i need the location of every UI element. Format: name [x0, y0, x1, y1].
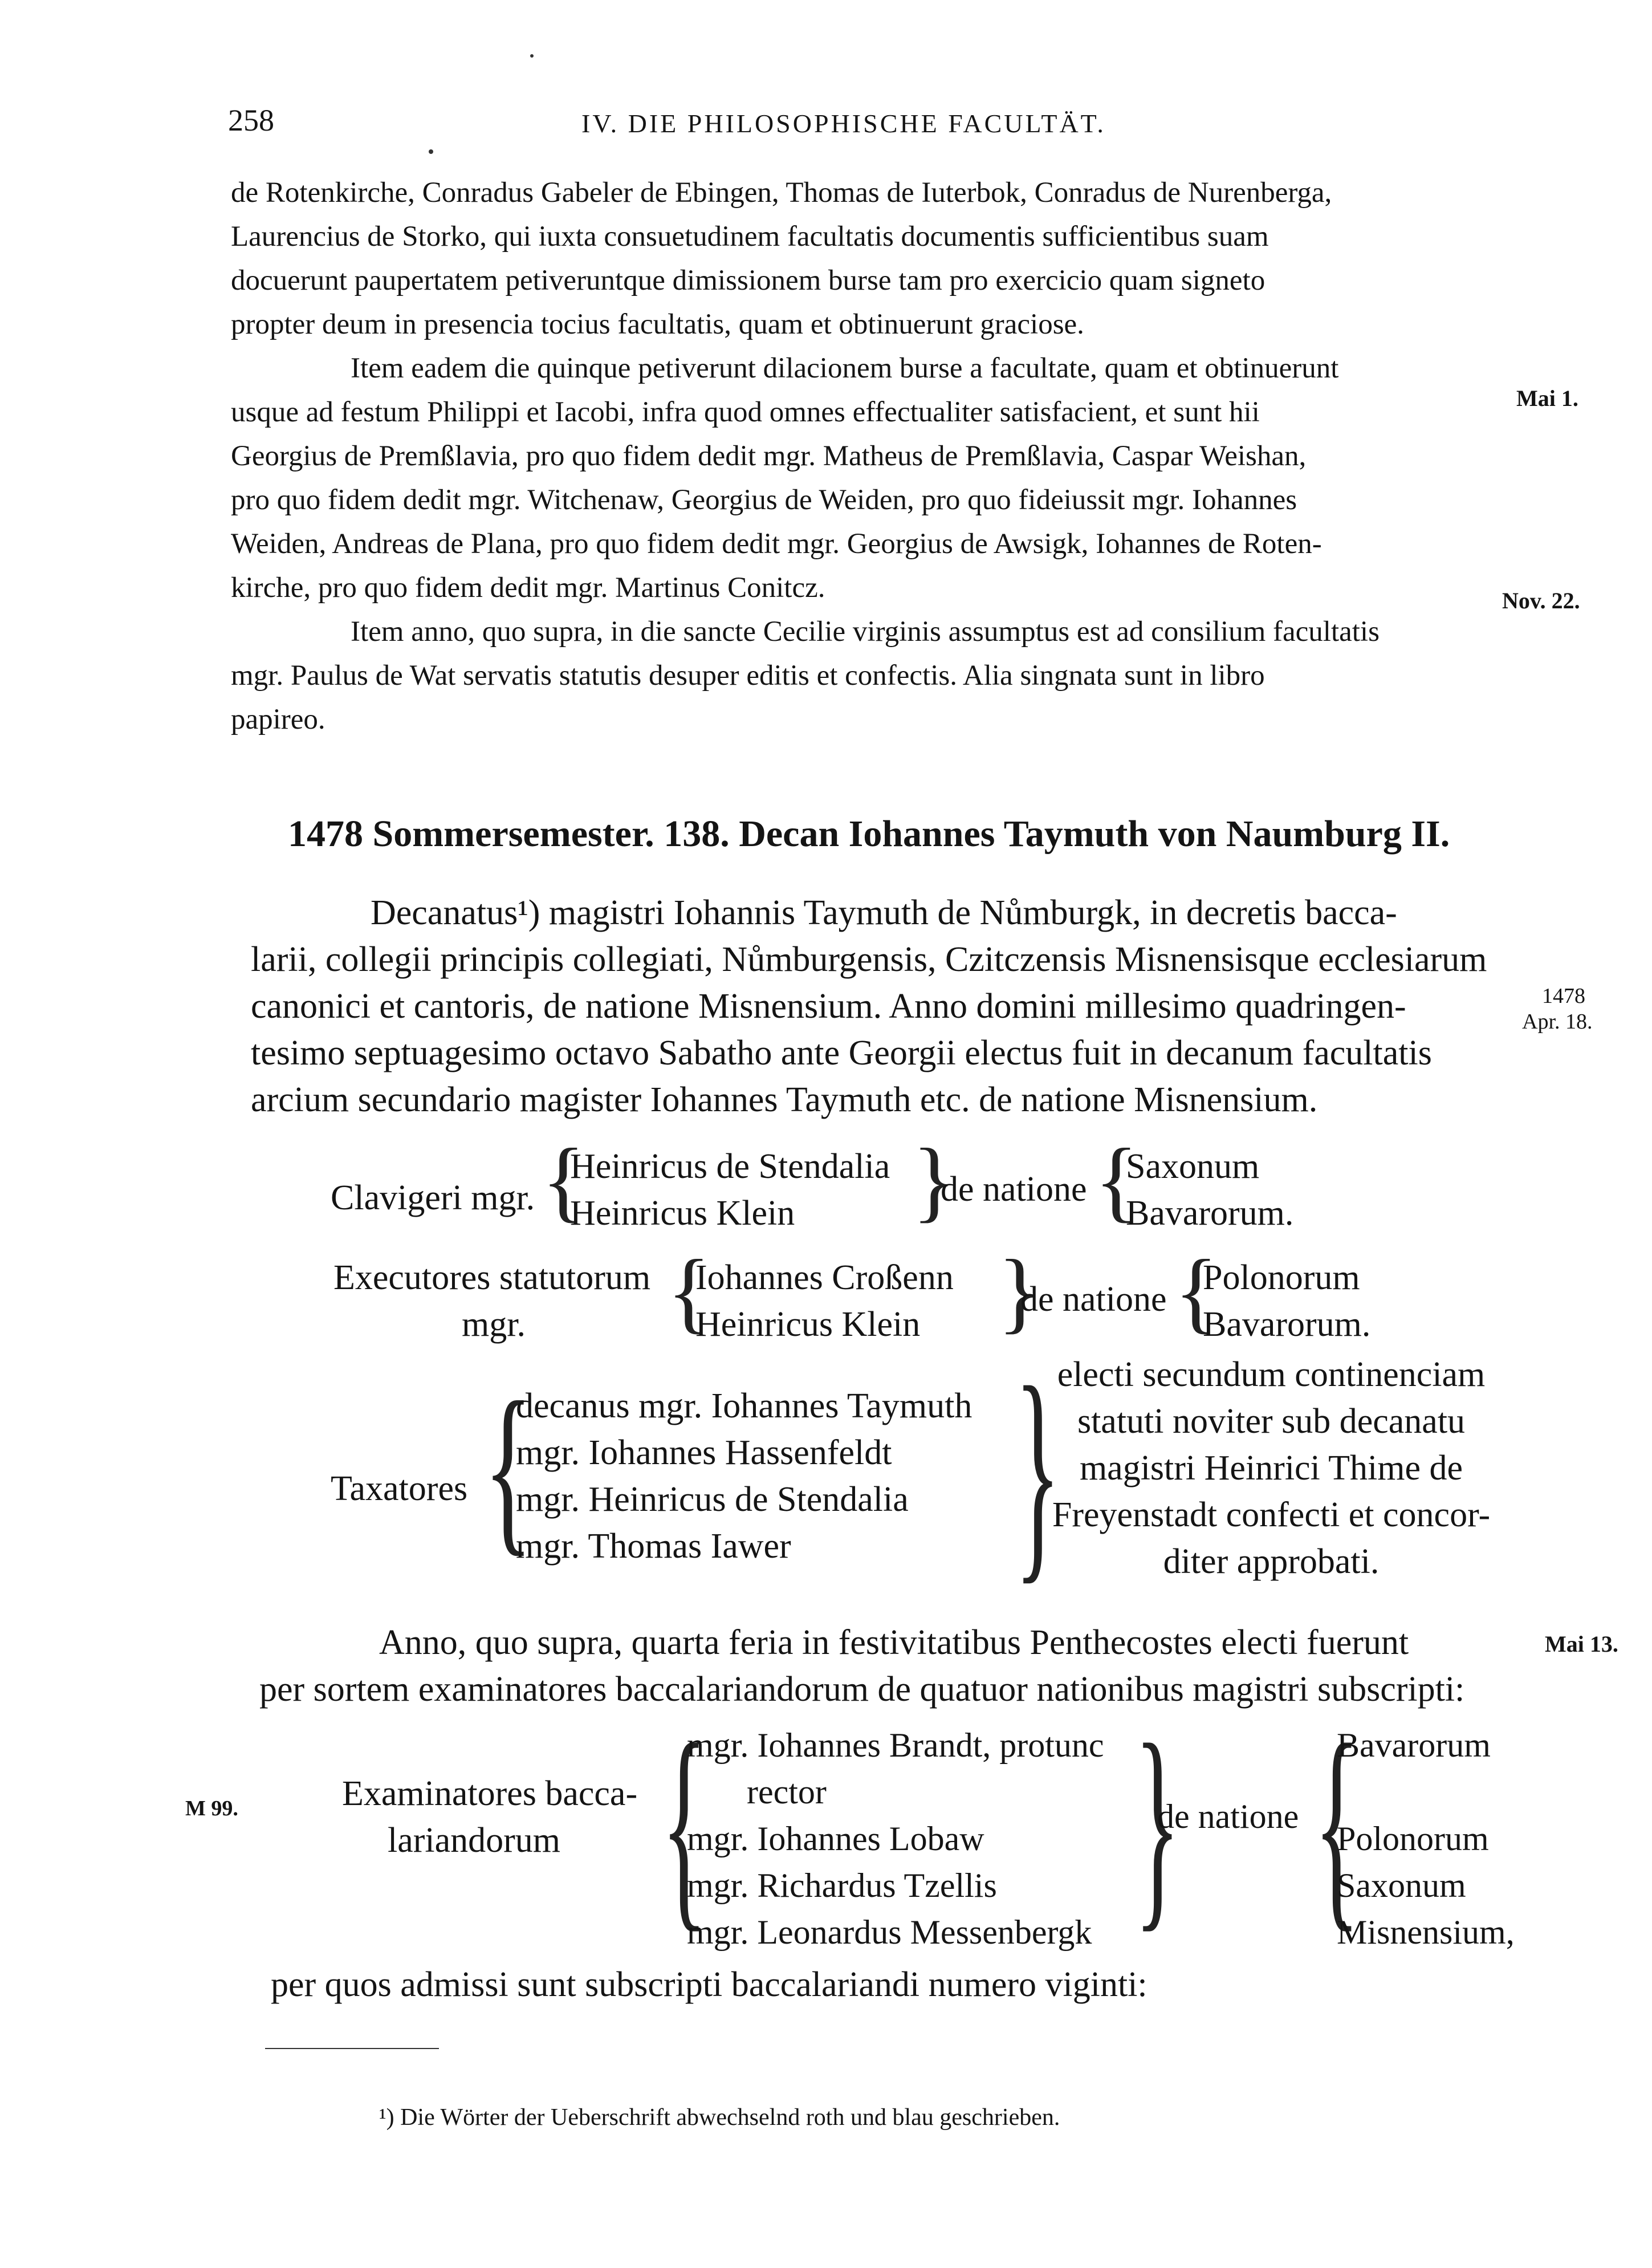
- examinatores-nations: [1337, 1722, 1515, 1956]
- executores-nations: [1203, 1254, 1370, 1348]
- note-line: statuti noviter sub decanatu: [1077, 1402, 1466, 1441]
- text-line: mgr. Paulus de Wat servatis statutis desuper editis et confectis. Alia singnata sunt in libro: [231, 660, 1265, 692]
- brace-left: {: [661, 1698, 707, 1950]
- section-heading: 1478 Sommersemester. 138. Decan Iohannes Taymuth von Naumburg II.: [288, 813, 1450, 855]
- running-title: IV. DIE PHILOSOPHISCHE FACULTÄT.: [581, 109, 1106, 138]
- text-line: usque ad festum Philippi et Iacobi, infra quod omnes effectualiter satisfacient, et sunt hii: [231, 396, 1260, 428]
- text-line: Anno, quo supra, quarta feria in festivitatibus Penthecostes electi fuerunt: [379, 1623, 1409, 1662]
- text-line: pro quo fidem dedit mgr. Witchenaw, Georgius de Weiden, pro quo fideiussit mgr. Iohannes: [231, 484, 1297, 516]
- paragraph-3: [231, 610, 1380, 742]
- name-line: Heinricus de Stendalia: [570, 1147, 890, 1186]
- text-line: propter deum in presencia tocius facultatis, quam et obtinuerunt graciose.: [231, 308, 1084, 340]
- name-line: mgr. Leonardus Messenbergk: [687, 1913, 1092, 1951]
- nation-line: Bavarorum.: [1126, 1194, 1294, 1233]
- decanatus-paragraph: [251, 889, 1487, 1123]
- label-line: mgr.: [462, 1305, 526, 1344]
- nation-line: Bavarorum: [1337, 1726, 1491, 1764]
- brace-right: }: [912, 1129, 956, 1231]
- brace-left: {: [483, 1364, 534, 1572]
- label-line: lariandorum: [388, 1821, 561, 1860]
- name-line: mgr. Iohannes Lobaw: [687, 1820, 984, 1858]
- anno-paragraph: [259, 1619, 1464, 1713]
- label-line: Examinatores bacca-: [342, 1774, 638, 1813]
- name-line: Heinricus Klein: [695, 1305, 921, 1344]
- name-line: mgr. Iohannes Brandt, protunc: [687, 1726, 1104, 1764]
- margin-year: 1478: [1542, 984, 1585, 1008]
- text-line: canonici et cantoris, de natione Misnensium. Anno domini millesimo quadringen-: [251, 987, 1406, 1026]
- claviger-label: Clavigeri mgr.: [331, 1178, 535, 1217]
- text-line: Weiden, Andreas de Plana, pro quo fidem dedit mgr. Georgius de Awsigk, Iohannes de Roten-: [231, 528, 1322, 560]
- de-natione: de natione: [941, 1170, 1087, 1209]
- closing-line: per quos admissi sunt subscripti baccalariandi numero viginti:: [271, 1965, 1148, 2004]
- de-natione: de natione: [1020, 1280, 1167, 1319]
- brace-left: {: [1314, 1698, 1360, 1950]
- text-line: papireo.: [231, 704, 325, 735]
- claviger-nations: [1126, 1143, 1293, 1237]
- print-speck-2: [429, 149, 433, 154]
- executores-label: [333, 1254, 650, 1348]
- footnote-rule: [265, 2048, 439, 2049]
- executores-names: [695, 1254, 954, 1348]
- name-line: mgr. Iohannes Hassenfeldt: [516, 1433, 892, 1472]
- nation-line: Polonorum: [1203, 1258, 1360, 1297]
- margin-ref: M 99.: [185, 1796, 238, 1820]
- name-line: rector: [747, 1773, 827, 1811]
- name-line: mgr. Richardus Tzellis: [687, 1867, 997, 1904]
- note-line: magistri Heinrici Thime de: [1079, 1449, 1463, 1487]
- text-line: arcium secundario magister Iohannes Taymuth etc. de natione Misnensium.: [251, 1080, 1318, 1119]
- text-line: tesimo septuagesimo octavo Sabatho ante Georgii electus fuit in decanum facultatis: [251, 1034, 1432, 1072]
- name-line: Heinricus Klein: [570, 1194, 795, 1233]
- brace-right: }: [1134, 1698, 1181, 1950]
- brace-right: }: [998, 1241, 1041, 1342]
- margin-date: Mai 13.: [1545, 1631, 1618, 1657]
- text-line: larii, collegii principis collegiati, Nůmburgensis, Czitczensis Misnensisque ecclesiarum: [251, 940, 1487, 979]
- text-line: Item anno, quo supra, in die sancte Cecilie virginis assumptus est ad consilium facultatis: [351, 616, 1380, 648]
- note-line: diter approbati.: [1163, 1542, 1380, 1581]
- text-line: docuerunt paupertatem petiveruntque dimissionem burse tam pro exercicio quam signeto: [231, 265, 1266, 296]
- taxatores-label: Taxatores: [331, 1469, 468, 1508]
- nation-line: Misnensium,: [1337, 1913, 1515, 1951]
- brace-left: {: [667, 1241, 711, 1342]
- note-line: electi secundum continenciam: [1057, 1355, 1486, 1394]
- paragraph-1: [231, 171, 1332, 347]
- brace-right: }: [1015, 1338, 1061, 1603]
- text-line: Item eadem die quinque petiverunt dilacionem burse a facultate, quam et obtinuerunt: [351, 352, 1339, 384]
- nation-line: Saxonum: [1337, 1867, 1466, 1904]
- note-line: Freyenstadt confecti et concor-: [1052, 1495, 1491, 1534]
- nation-line: Polonorum: [1337, 1820, 1489, 1858]
- text-line: Decanatus¹) magistri Iohannis Taymuth de Nůmburgk, in decretis bacca-: [371, 893, 1397, 932]
- margin-date: Mai 1.: [1516, 385, 1578, 411]
- margin-date: Apr. 18.: [1522, 1010, 1593, 1034]
- text-line: kirche, pro quo fidem dedit mgr. Martinus Conitcz.: [231, 572, 825, 604]
- margin-date: Nov. 22.: [1502, 588, 1580, 613]
- text-line: Laurencius de Storko, qui iuxta consuetudinem facultatis documentis sufficientibus suam: [231, 221, 1269, 253]
- label-line: Executores statutorum: [333, 1258, 651, 1297]
- footnote: ¹) Die Wörter der Ueberschrift abwechselnd roth und blau geschrieben.: [379, 2104, 1060, 2131]
- claviger-names: [570, 1143, 890, 1237]
- brace-left: {: [1174, 1241, 1218, 1342]
- name-line: Iohannes Croßenn: [695, 1258, 954, 1297]
- brace-left: {: [1094, 1129, 1138, 1231]
- paragraph-2: [231, 347, 1338, 610]
- examinatores-names: [687, 1722, 1104, 1956]
- text-line: Georgius de Premßlavia, pro quo fidem dedit mgr. Matheus de Premßlavia, Caspar Weishan,: [231, 440, 1307, 472]
- nation-line: Bavarorum.: [1203, 1305, 1371, 1344]
- taxatores-note: [1043, 1351, 1499, 1585]
- name-line: decanus mgr. Iohannes Taymuth: [516, 1387, 973, 1425]
- examinatores-label: [342, 1770, 637, 1864]
- name-line: mgr. Thomas Iawer: [516, 1527, 791, 1566]
- nation-line: Saxonum: [1126, 1147, 1260, 1186]
- print-speck: [530, 54, 534, 58]
- page-number: 258: [228, 103, 274, 137]
- de-natione: de natione: [1157, 1798, 1299, 1835]
- name-line: mgr. Heinricus de Stendalia: [516, 1480, 909, 1519]
- brace-left: {: [542, 1129, 585, 1231]
- text-line: de Rotenkirche, Conradus Gabeler de Ebingen, Thomas de Iuterbok, Conradus de Nurenberga,: [231, 177, 1332, 209]
- text-line: per sortem examinatores baccalariandorum de quatuor nationibus magistri subscripti:: [259, 1670, 1465, 1709]
- taxatores-names: [516, 1383, 972, 1570]
